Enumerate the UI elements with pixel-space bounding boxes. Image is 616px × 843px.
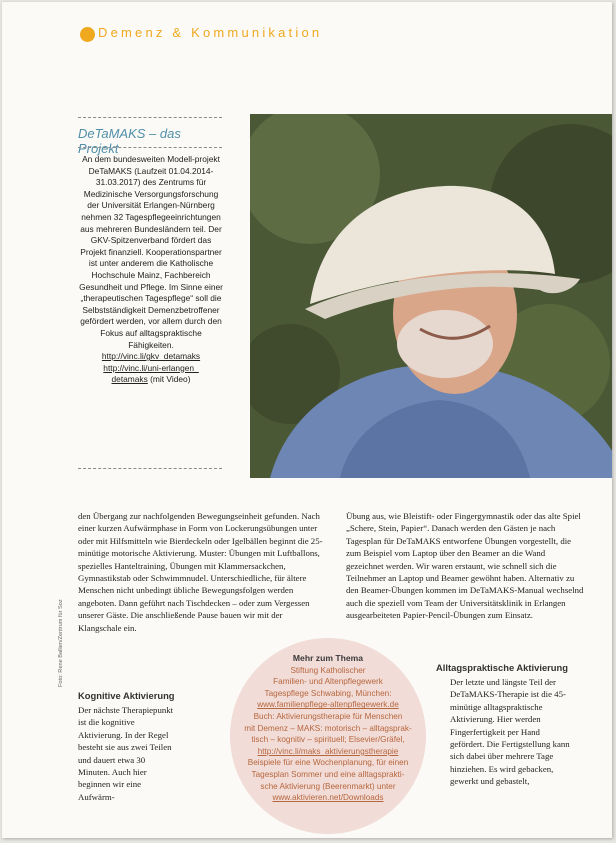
info-line: Tagespflege Schwabing, München: [264, 688, 392, 698]
sidebar-link-uni-tail[interactable]: detamaks [111, 374, 148, 385]
info-line: sche Aktivierung (Beerenmarkt) unter [260, 781, 396, 791]
info-line: Beispiele für eine Wochenplanung, für einen [247, 758, 409, 768]
body-column-right [346, 510, 584, 622]
info-line: Buch: Aktivierungstherapie für Menschen [253, 711, 403, 721]
info-link-aktivieren[interactable]: www.aktivieren.net/Downloads [272, 793, 384, 803]
sidebar-bottom-divider [78, 468, 222, 469]
section-marker-dot [80, 27, 95, 42]
info-line: Stiftung Katholischer [290, 665, 366, 675]
info-line: Familien- und Altenpflegewerk [273, 677, 383, 687]
portrait-photo [250, 114, 612, 478]
photo-credit: Foto: Rene Ballien/Zentrum für Soz [58, 599, 64, 687]
info-line: mit Demenz – MAKS: motorisch – alltagsprak- [244, 723, 412, 733]
info-box [230, 653, 426, 804]
sidebar-title-divider [78, 147, 222, 148]
body-paragraph-left: den Übergang zur nachfolgenden Bewegungseinheit gefunden. Nach einer kurzen Aufwärmphase in Form von Lockerungsübungen unter oder mit Hilfsmitteln wie Bierdeckeln oder Igelbällen beginnt die 25-minütige motorische Aktivierung. Muster: Übungen mit Luftballons, spezielles Hanteltraining, Übungen mit Klammersackchen, Gymnastikstab oder Schwimmnudel. Unterschiedliche, für ältere Menschen nicht unbedingt übliche Bewegungsfolgen werden angeboten. Dann geführt nach Tischdecken – oder zum Vergessen unserer Gäste. Die anschließende Pause bauen wir mit der Klangschale ein. [78, 511, 323, 633]
body-column-left [78, 510, 326, 634]
cognitive-heading: Kognitive Aktivierung [78, 690, 175, 701]
sidebar-link-gkv[interactable]: http://vinc.li/gkv_detamaks [101, 351, 201, 362]
adl-heading: Alltagspraktische Aktivierung [436, 662, 568, 673]
section-title: Demenz & Kommunikation [98, 25, 323, 40]
info-link-familienpflege[interactable]: www.familienpflege-altenpflegewerk.de [257, 700, 399, 710]
info-box-heading: Mehr zum Thema [292, 653, 364, 663]
info-link-maks[interactable]: http://vinc.li/maks_aktivierungstherapie [257, 746, 399, 756]
sidebar-paragraph: An dem bundesweiten Modell-projekt DeTaMAKS (Laufzeit 01.04.2014-31.03.2017) des Zentrums für Medizinische Versorgungsforschung der Universität Erlangen-Nürnberg nehmen 32 Tagespflegeeinrichtungen aus mehreren Bundesländern teil. Der GKV-Spitzenverband fördert das Projekt finanziell. Kooperationspartner ist unter anderem die Katholische Hochschule Mainz, Fachbereich Gesundheit und Pflege. Im Sinne einer „therapeutischen Tagespflege“ soll die Selbstständigkeit Demenzbetroffener gefördert werden, vor allem durch den Fokus auf alltagspraktische Fähigkeiten. [79, 154, 223, 350]
adl-text: Der letzte und längste Teil der DeTaMAKS-Therapie ist die 45-minütige alltagspraktische Aktivierung. Hier werden Fingerfertigkeit per Hand gefördert. Die Fertigstellung kann sich dabei über mehrere Tage hinziehen. Es wird gebacken, gewerkt und gebastelt, [450, 677, 570, 787]
magazine-page [2, 2, 612, 838]
info-line: Tagesplan Sommer und eine alltagsprakti- [251, 769, 405, 779]
sidebar-link-uni[interactable]: http://vinc.li/uni-erlangen_ [103, 362, 199, 373]
sidebar-link-note: (mit Video) [147, 374, 191, 385]
sidebar-link-uni-cont[interactable] [112, 374, 191, 384]
info-line: tisch – kognitiv – spirituell; Elsevier/Gräfel, [251, 735, 405, 745]
body-paragraph-right: Übung aus, wie Bleistift- oder Fingergymnastik oder das alte Spiel „Schere, Stein, Papier“. Danach werden den Gästen je nach Tagesplan für DeTaMAKS entworfene Übungen vorgestellt, die zum Beispiel vom Laptop über den Beamer an die Wand gezeichnet werden. Wir waren erstaunt, wie schnell sich die Teilnehmer an Laptop und Beamer gewöhnt haben. Alternativ zu den Beamer-Übungen kommen im DeTaMAKS-Manual wechselnd auch die speziell vom Team der Universitätsklinik in Erlangen ausgearbeiteten Papier-Pencil-Übungen zum Einsatz. [346, 511, 584, 621]
portrait-illustration [250, 114, 612, 478]
sidebar-top-divider [78, 117, 222, 118]
cognitive-text: Der nächste Therapiepunkt ist die kognitive Aktivierung. In der Regel besteht sie aus zwei Teilen und dauert etwa 30 Minuten. Auch hier beginnen wir eine Aufwärm- [78, 705, 174, 802]
sidebar-body [78, 154, 224, 386]
sidebar-title: DeTaMAKS – das Projekt [78, 126, 181, 156]
